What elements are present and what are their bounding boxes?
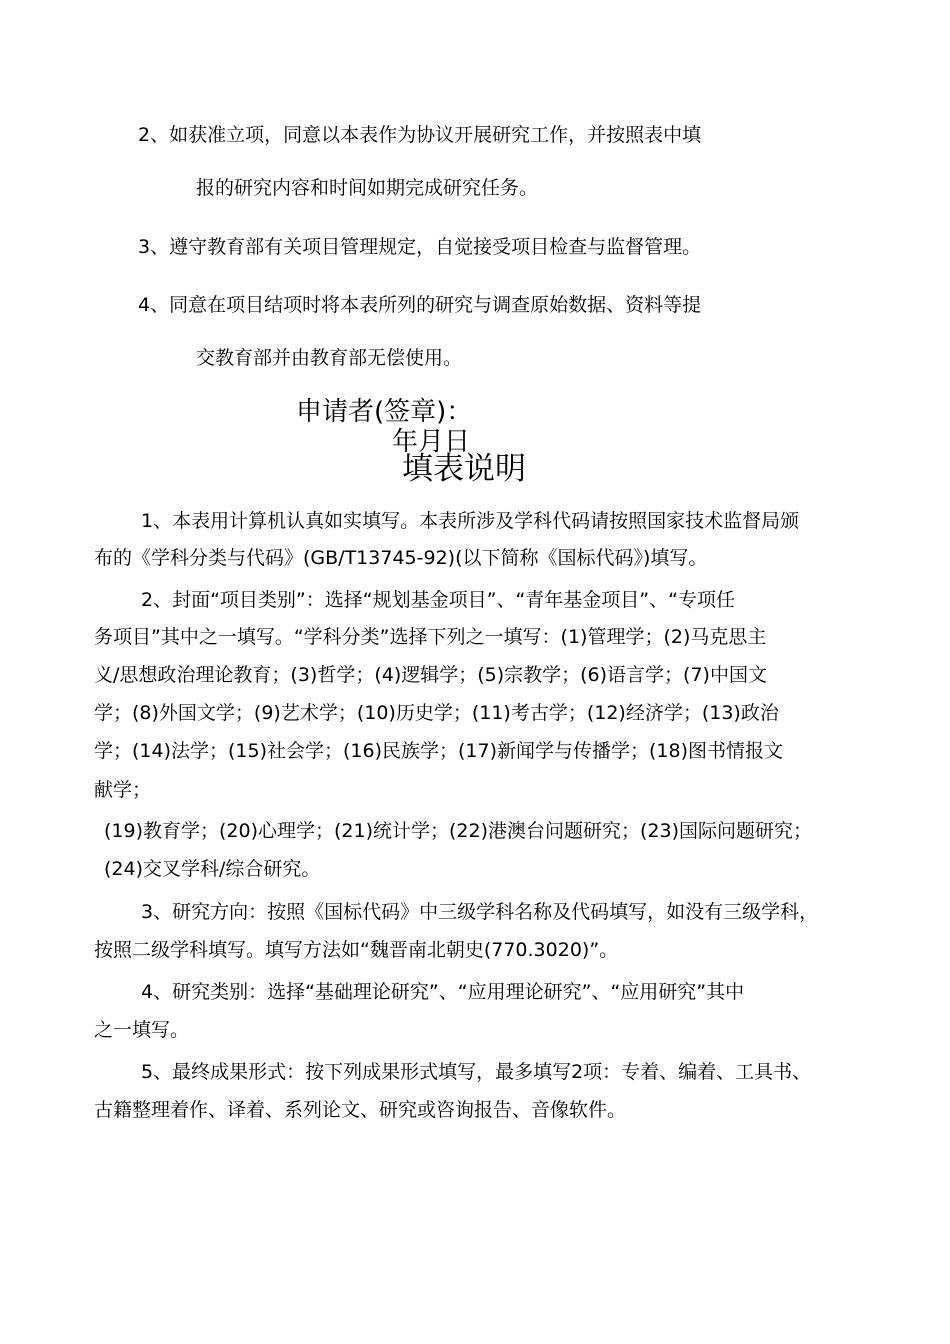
instruction-3-line-1: 3、研究方向：按照《国标代码》中三级学科名称及代码填写，如没有三级学科， (141, 901, 819, 923)
signature-date-label: 年月日 (392, 427, 471, 457)
commitment-item-2-line-2: 报的研究内容和时间如期完成研究任务。 (196, 177, 539, 199)
instruction-2-line-8: (24)交叉学科/综合研究。 (104, 858, 321, 880)
instruction-5-line-2: 古籍整理着作、译着、系列论文、研究或咨询报告、音像软件。 (94, 1099, 627, 1121)
instruction-2-line-1: 2、封面“项目类别”：选择“规划基金项目”、“青年基金项目”、“专项任 (141, 589, 735, 611)
commitment-item-4-line-1: 4、同意在项目结项时将本表所列的研究与调查原始数据、资料等提 (138, 294, 702, 316)
instruction-2-line-7: (19)教育学；(20)心理学；(21)统计学；(22)港澳台问题研究；(23)国际问题研究； (104, 820, 813, 842)
instruction-2-line-2: 务项目”其中之一填写。“学科分类”选择下列之一填写：(1)管理学；(2)马克思主 (94, 626, 767, 648)
applicant-signature-label: 申请者(签章)： (296, 397, 473, 427)
instruction-2-line-5: 学；(14)法学；(15)社会学；(16)民族学；(17)新闻学与传播学；(18)图书情报文 (94, 740, 784, 762)
instruction-3-line-2: 按照二级学科填写。填写方法如“魏晋南北朝史(770.3020)”。 (94, 939, 619, 961)
instruction-2-line-4: 学；(8)外国文学；(9)艺术学；(10)历史学；(11)考古学；(12)经济学；(13)政治 (94, 702, 779, 724)
instruction-4-line-2: 之一填写。 (94, 1019, 190, 1041)
instruction-5-line-1: 5、最终成果形式：按下列成果形式填写，最多填写2项：专着、编着、工具书、 (141, 1061, 812, 1083)
instruction-2-line-3: 义/思想政治理论教育；(3)哲学；(4)逻辑学；(5)宗教学；(6)语言学；(7)中国文 (94, 664, 767, 686)
instructions-title: 填表说明 (402, 451, 526, 487)
commitment-item-4-line-2: 交教育部并由教育部无偿使用。 (196, 347, 463, 369)
instruction-4-line-1: 4、研究类别：选择“基础理论研究”、“应用理论研究”、“应用研究”其中 (141, 981, 745, 1003)
instruction-2-line-6: 献学； (94, 779, 152, 801)
instruction-1-line-2: 布的《学科分类与代码》(GB/T13745-92)(以下简称《国标代码》)填写。 (94, 547, 708, 569)
commitment-item-2-line-1: 2、如获准立项，同意以本表作为协议开展研究工作，并按照表中填 (138, 124, 702, 146)
commitment-item-3: 3、遵守教育部有关项目管理规定，自觉接受项目检查与监督管理。 (138, 236, 702, 258)
instruction-1-line-1: 1、本表用计算机认真如实填写。本表所涉及学科代码请按照国家技术监督局颁 (141, 510, 800, 532)
